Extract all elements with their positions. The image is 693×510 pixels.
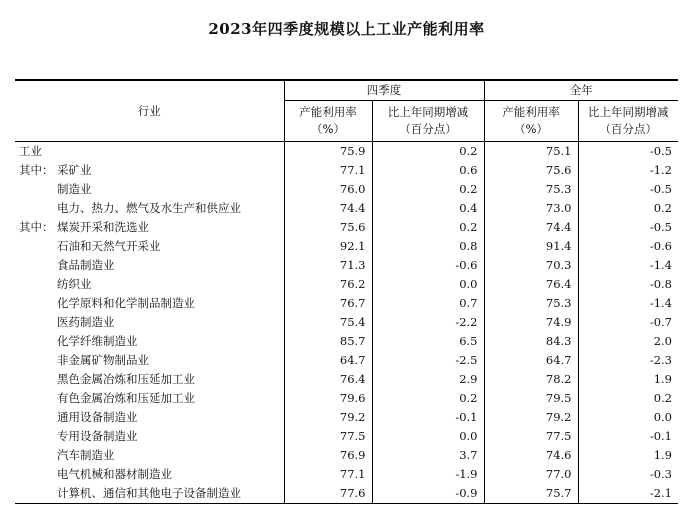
q4-util-cell: 76.4 <box>284 370 372 389</box>
industry-name: 通用设备制造业 <box>57 410 138 424</box>
industry-cell <box>15 294 284 313</box>
industry-name: 石油和天然气开采业 <box>57 239 161 253</box>
q4-change-cell: -0.6 <box>372 256 484 275</box>
q4-util-cell: 77.1 <box>284 465 372 484</box>
year-change-cell: 0.2 <box>578 389 678 408</box>
change-label: 比上年同期增减 <box>387 105 469 119</box>
q4-util-cell: 76.9 <box>284 446 372 465</box>
year-change-cell: 1.9 <box>578 370 678 389</box>
q4-change-cell: 0.8 <box>372 237 484 256</box>
q4-change-cell: -0.9 <box>372 484 484 504</box>
table-row <box>15 389 678 408</box>
year-header: 全年 <box>484 80 678 101</box>
table-row <box>15 199 678 218</box>
industry-cell <box>15 484 284 504</box>
q4-util-cell: 76.0 <box>284 180 372 199</box>
year-util-cell: 70.3 <box>484 256 578 275</box>
industry-cell <box>15 237 284 256</box>
year-util-cell: 75.3 <box>484 180 578 199</box>
industry-name: 食品制造业 <box>57 258 115 272</box>
q4-change-cell: 0.7 <box>372 294 484 313</box>
industry-name: 专用设备制造业 <box>57 429 138 443</box>
change-unit: （百分点） <box>399 122 457 136</box>
q4-change-cell: 2.9 <box>372 370 484 389</box>
q4-change-cell: 0.6 <box>372 161 484 180</box>
table-row <box>15 161 678 180</box>
q4-util-cell: 79.2 <box>284 408 372 427</box>
year-util-header <box>484 101 578 142</box>
industry-cell <box>15 389 284 408</box>
q4-change-cell: 6.5 <box>372 332 484 351</box>
year-change-cell: -1.4 <box>578 256 678 275</box>
table-header <box>15 80 678 142</box>
q4-change-cell: -2.5 <box>372 351 484 370</box>
industry-cell <box>15 199 284 218</box>
q4-util-cell: 74.4 <box>284 199 372 218</box>
year-change-cell: 1.9 <box>578 446 678 465</box>
table-row <box>15 332 678 351</box>
industry-cell <box>15 256 284 275</box>
util-label: 产能利用率 <box>299 105 357 119</box>
table-row <box>15 446 678 465</box>
year-util-cell: 79.5 <box>484 389 578 408</box>
industry-name: 工业 <box>19 144 42 158</box>
table-row <box>15 180 678 199</box>
year-util-cell: 75.7 <box>484 484 578 504</box>
q4-change-cell: 3.7 <box>372 446 484 465</box>
year-change-cell: -0.5 <box>578 142 678 162</box>
q4-util-cell: 75.9 <box>284 142 372 162</box>
year-change-cell: -0.3 <box>578 465 678 484</box>
industry-prefix: 其中： <box>19 163 54 177</box>
year-change-cell: -0.6 <box>578 237 678 256</box>
q4-util-cell: 92.1 <box>284 237 372 256</box>
q4-header: 四季度 <box>284 80 484 101</box>
table-row <box>15 427 678 446</box>
q4-change-cell: 0.2 <box>372 142 484 162</box>
util-unit: （%） <box>514 122 548 136</box>
industry-cell <box>15 446 284 465</box>
q4-util-cell: 76.7 <box>284 294 372 313</box>
capacity-utilization-table <box>15 79 678 504</box>
page-title: 2023年四季度规模以上工业产能利用率 <box>208 20 485 38</box>
year-util-cell: 84.3 <box>484 332 578 351</box>
industry-cell <box>15 161 284 180</box>
q4-change-cell: 0.0 <box>372 427 484 446</box>
industry-name: 纺织业 <box>57 277 92 291</box>
table-row <box>15 294 678 313</box>
table-body <box>15 142 678 504</box>
industry-name: 计算机、通信和其他电子设备制造业 <box>57 486 241 500</box>
table-row <box>15 275 678 294</box>
year-change-cell: -2.1 <box>578 484 678 504</box>
table-row <box>15 142 678 162</box>
year-change-cell: 0.0 <box>578 408 678 427</box>
year-change-cell: -1.2 <box>578 161 678 180</box>
year-util-cell: 73.0 <box>484 199 578 218</box>
year-util-cell: 64.7 <box>484 351 578 370</box>
q4-util-cell: 77.1 <box>284 161 372 180</box>
q4-change-cell: -1.9 <box>372 465 484 484</box>
year-change-cell: -0.1 <box>578 427 678 446</box>
industry-prefix: 其中： <box>19 220 54 234</box>
q4-util-cell: 77.5 <box>284 427 372 446</box>
industry-name: 制造业 <box>57 182 92 196</box>
q4-util-cell: 77.6 <box>284 484 372 504</box>
year-util-cell: 75.3 <box>484 294 578 313</box>
industry-cell <box>15 465 284 484</box>
q4-util-cell: 79.6 <box>284 389 372 408</box>
q4-util-cell: 85.7 <box>284 332 372 351</box>
year-change-cell: 2.0 <box>578 332 678 351</box>
industry-cell <box>15 142 284 162</box>
industry-name: 煤炭开采和洗选业 <box>57 220 149 234</box>
industry-name: 电力、热力、燃气及水生产和供应业 <box>57 201 241 215</box>
industry-name: 采矿业 <box>57 163 92 177</box>
util-unit: （%） <box>311 122 345 136</box>
table-row <box>15 256 678 275</box>
table-row <box>15 370 678 389</box>
table-row <box>15 313 678 332</box>
table-row <box>15 218 678 237</box>
util-label: 产能利用率 <box>502 105 560 119</box>
change-unit: （百分点） <box>599 122 657 136</box>
q4-util-cell: 75.4 <box>284 313 372 332</box>
table-row <box>15 484 678 504</box>
year-util-cell: 74.9 <box>484 313 578 332</box>
table-row <box>15 408 678 427</box>
industry-name: 汽车制造业 <box>57 448 115 462</box>
q4-change-cell: 0.2 <box>372 218 484 237</box>
q4-change-cell: 0.0 <box>372 275 484 294</box>
year-change-header <box>578 101 678 142</box>
industry-cell <box>15 370 284 389</box>
table-row <box>15 465 678 484</box>
industry-name: 非金属矿物制品业 <box>57 353 149 367</box>
industry-name: 化学纤维制造业 <box>57 334 138 348</box>
q4-change-cell: -2.2 <box>372 313 484 332</box>
q4-change-header <box>372 101 484 142</box>
industry-cell <box>15 218 284 237</box>
industry-cell <box>15 351 284 370</box>
year-change-cell: -1.4 <box>578 294 678 313</box>
industry-name: 黑色金属冶炼和压延加工业 <box>57 372 195 386</box>
year-change-cell: -0.7 <box>578 313 678 332</box>
industry-header: 行业 <box>15 80 284 142</box>
year-change-cell: -2.3 <box>578 351 678 370</box>
change-label: 比上年同期增减 <box>588 105 669 119</box>
year-util-cell: 74.4 <box>484 218 578 237</box>
q4-util-header <box>284 101 372 142</box>
q4-util-cell: 64.7 <box>284 351 372 370</box>
industry-name: 电气机械和器材制造业 <box>57 467 172 481</box>
q4-change-cell: 0.2 <box>372 389 484 408</box>
industry-cell <box>15 408 284 427</box>
year-util-cell: 77.5 <box>484 427 578 446</box>
industry-cell <box>15 275 284 294</box>
q4-util-cell: 71.3 <box>284 256 372 275</box>
year-util-cell: 78.2 <box>484 370 578 389</box>
industry-name: 有色金属冶炼和压延加工业 <box>57 391 195 405</box>
q4-change-cell: -0.1 <box>372 408 484 427</box>
industry-name: 化学原料和化学制品制造业 <box>57 296 195 310</box>
year-change-cell: -0.8 <box>578 275 678 294</box>
industry-cell <box>15 180 284 199</box>
year-change-cell: 0.2 <box>578 199 678 218</box>
table-row <box>15 237 678 256</box>
q4-change-cell: 0.4 <box>372 199 484 218</box>
industry-cell <box>15 427 284 446</box>
industry-cell <box>15 332 284 351</box>
q4-change-cell: 0.2 <box>372 180 484 199</box>
table-row <box>15 351 678 370</box>
year-util-cell: 79.2 <box>484 408 578 427</box>
industry-name: 医药制造业 <box>57 315 115 329</box>
year-util-cell: 77.0 <box>484 465 578 484</box>
year-util-cell: 76.4 <box>484 275 578 294</box>
q4-util-cell: 75.6 <box>284 218 372 237</box>
industry-cell <box>15 313 284 332</box>
year-util-cell: 75.6 <box>484 161 578 180</box>
q4-util-cell: 76.2 <box>284 275 372 294</box>
year-util-cell: 74.6 <box>484 446 578 465</box>
year-util-cell: 91.4 <box>484 237 578 256</box>
year-change-cell: -0.5 <box>578 218 678 237</box>
year-change-cell: -0.5 <box>578 180 678 199</box>
year-util-cell: 75.1 <box>484 142 578 162</box>
